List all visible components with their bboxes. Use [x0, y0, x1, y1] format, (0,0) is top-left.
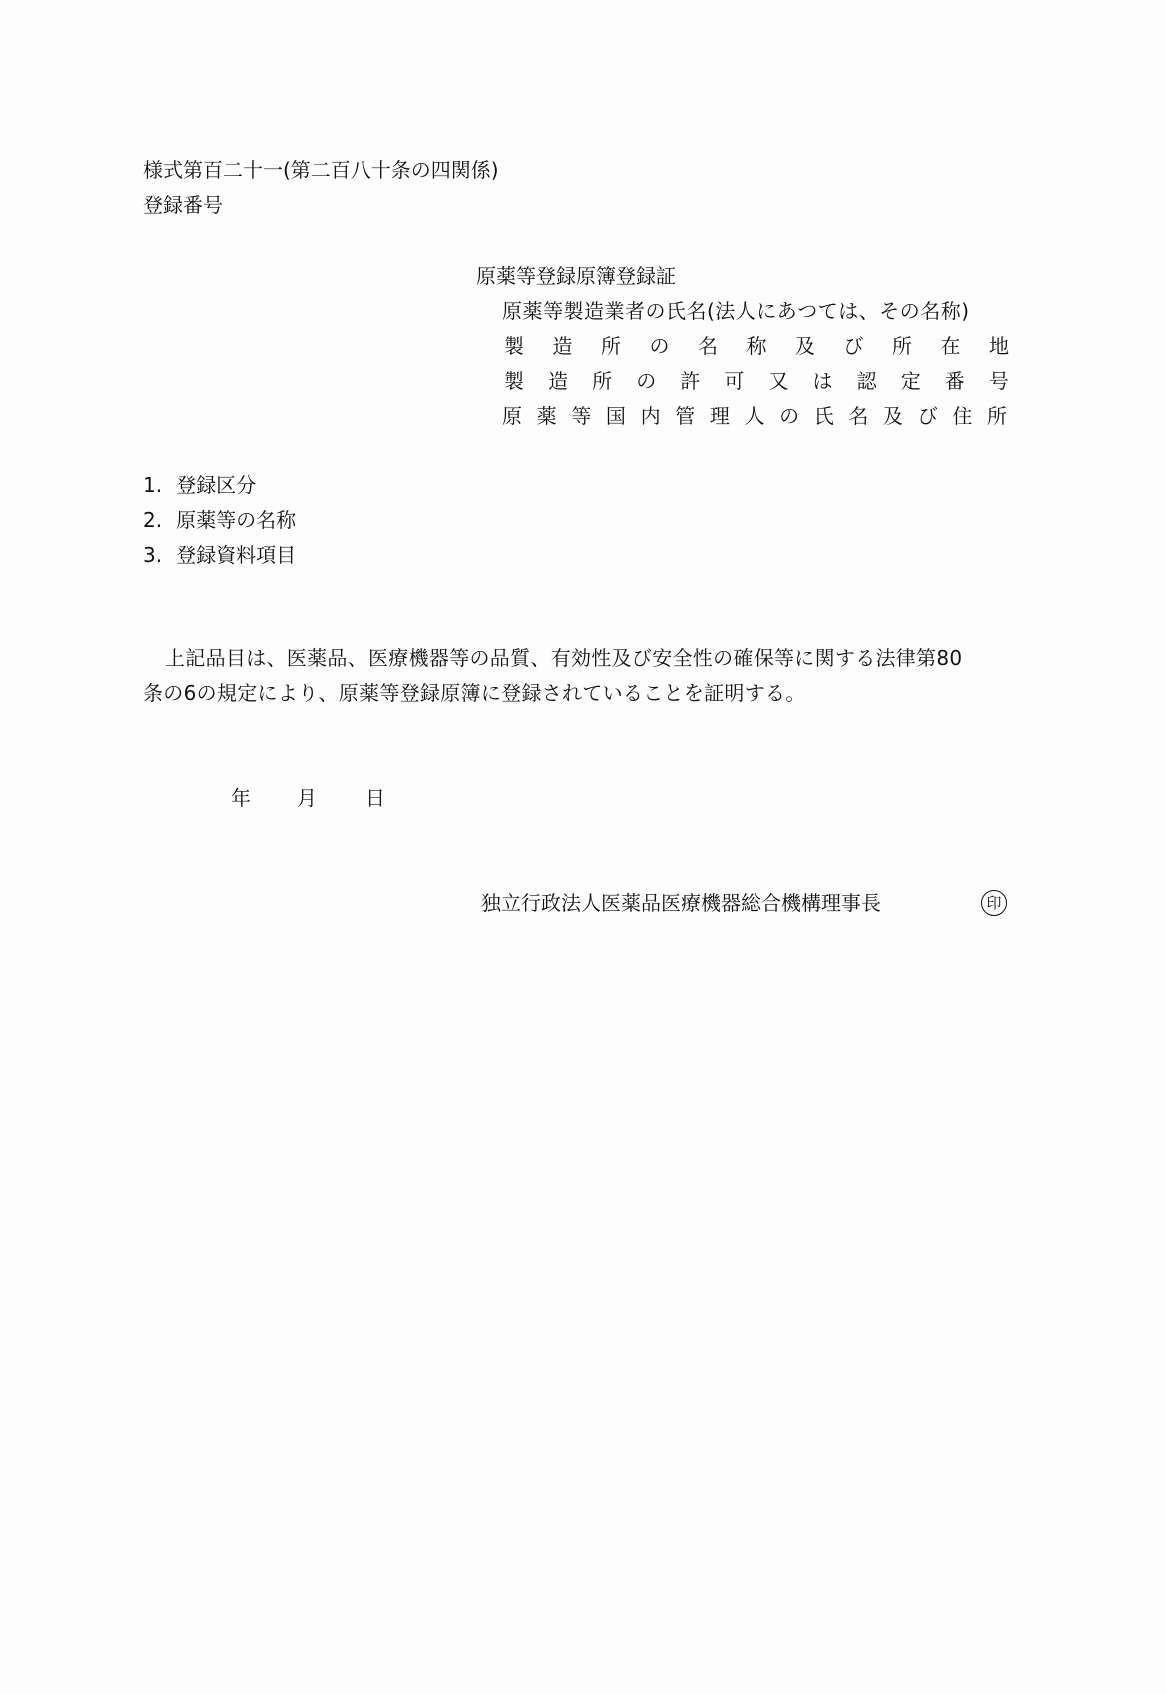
field-character: 名	[848, 404, 869, 428]
date-year-label: 年	[231, 786, 251, 810]
field-character: 製	[504, 334, 524, 358]
certificate-field-domestic-manager	[502, 404, 1007, 428]
statement-line-1: 上記品目は、医薬品、医療機器等の品質、有効性及び安全性の確保等に関する法律第80	[165, 646, 963, 670]
field-character: 製	[504, 369, 524, 393]
field-character: 所	[892, 334, 912, 358]
field-character: 及	[883, 404, 904, 428]
field-character: 在	[940, 334, 961, 358]
field-character: 管	[675, 404, 696, 428]
field-character: 理	[709, 404, 730, 428]
certificate-title: 原薬等登録原簿登録証	[476, 264, 676, 288]
item-label: 登録資料項目	[176, 543, 297, 567]
field-character: 所	[592, 369, 613, 393]
field-character: 薬	[536, 404, 557, 428]
date-month-label: 月	[297, 786, 317, 810]
field-character: 号	[988, 369, 1009, 393]
statement-line-2: 条の6の規定により、原薬等登録原簿に登録されていることを証明する。	[143, 681, 806, 705]
form-number: 様式第百二十一(第二百八十条の四関係)	[143, 158, 499, 182]
field-character: 国	[605, 404, 626, 428]
field-character: の	[779, 404, 800, 428]
field-character: 可	[724, 369, 745, 393]
field-character: 内	[640, 404, 661, 428]
field-character: 人	[744, 404, 765, 428]
field-character: 氏	[813, 404, 834, 428]
field-character: 許	[680, 369, 701, 393]
field-character: の	[649, 334, 670, 358]
field-character: 原	[502, 404, 522, 428]
item-1	[143, 473, 256, 497]
field-character: 定	[900, 369, 921, 393]
field-character: び	[843, 334, 864, 358]
field-character: 地	[989, 334, 1009, 358]
item-label: 登録区分	[176, 473, 257, 497]
field-character: 名	[698, 334, 718, 358]
registration-number-label: 登録番号	[143, 193, 223, 217]
issuer-name: 独立行政法人医薬品医療機器総合機構理事長	[481, 891, 881, 915]
field-character: 番	[944, 369, 965, 393]
field-character: 又	[768, 369, 789, 393]
field-character: び	[917, 404, 938, 428]
certificate-field-manufacturer: 原薬等製造業者の氏名(法人にあつては、その名称)	[502, 299, 970, 323]
field-character: は	[812, 369, 833, 393]
field-character: 所	[601, 334, 621, 358]
field-character: 称	[746, 334, 767, 358]
field-character: 認	[856, 369, 877, 393]
item-number: 1.	[143, 473, 163, 497]
field-character: 住	[952, 404, 973, 428]
item-label: 原薬等の名称	[176, 508, 297, 532]
certificate-field-site-address	[504, 334, 1009, 358]
field-character: 等	[571, 404, 592, 428]
field-character: 所	[986, 404, 1007, 428]
seal-icon: 印	[981, 890, 1007, 916]
date-day-label: 日	[365, 786, 385, 810]
field-character: の	[636, 369, 657, 393]
field-character: 造	[548, 369, 569, 393]
field-character: 造	[552, 334, 573, 358]
item-number: 3.	[143, 543, 163, 567]
item-number: 2.	[143, 508, 163, 532]
item-3	[143, 543, 296, 567]
certificate-field-license-number	[504, 369, 1009, 393]
item-2	[143, 508, 296, 532]
field-character: 及	[795, 334, 815, 358]
